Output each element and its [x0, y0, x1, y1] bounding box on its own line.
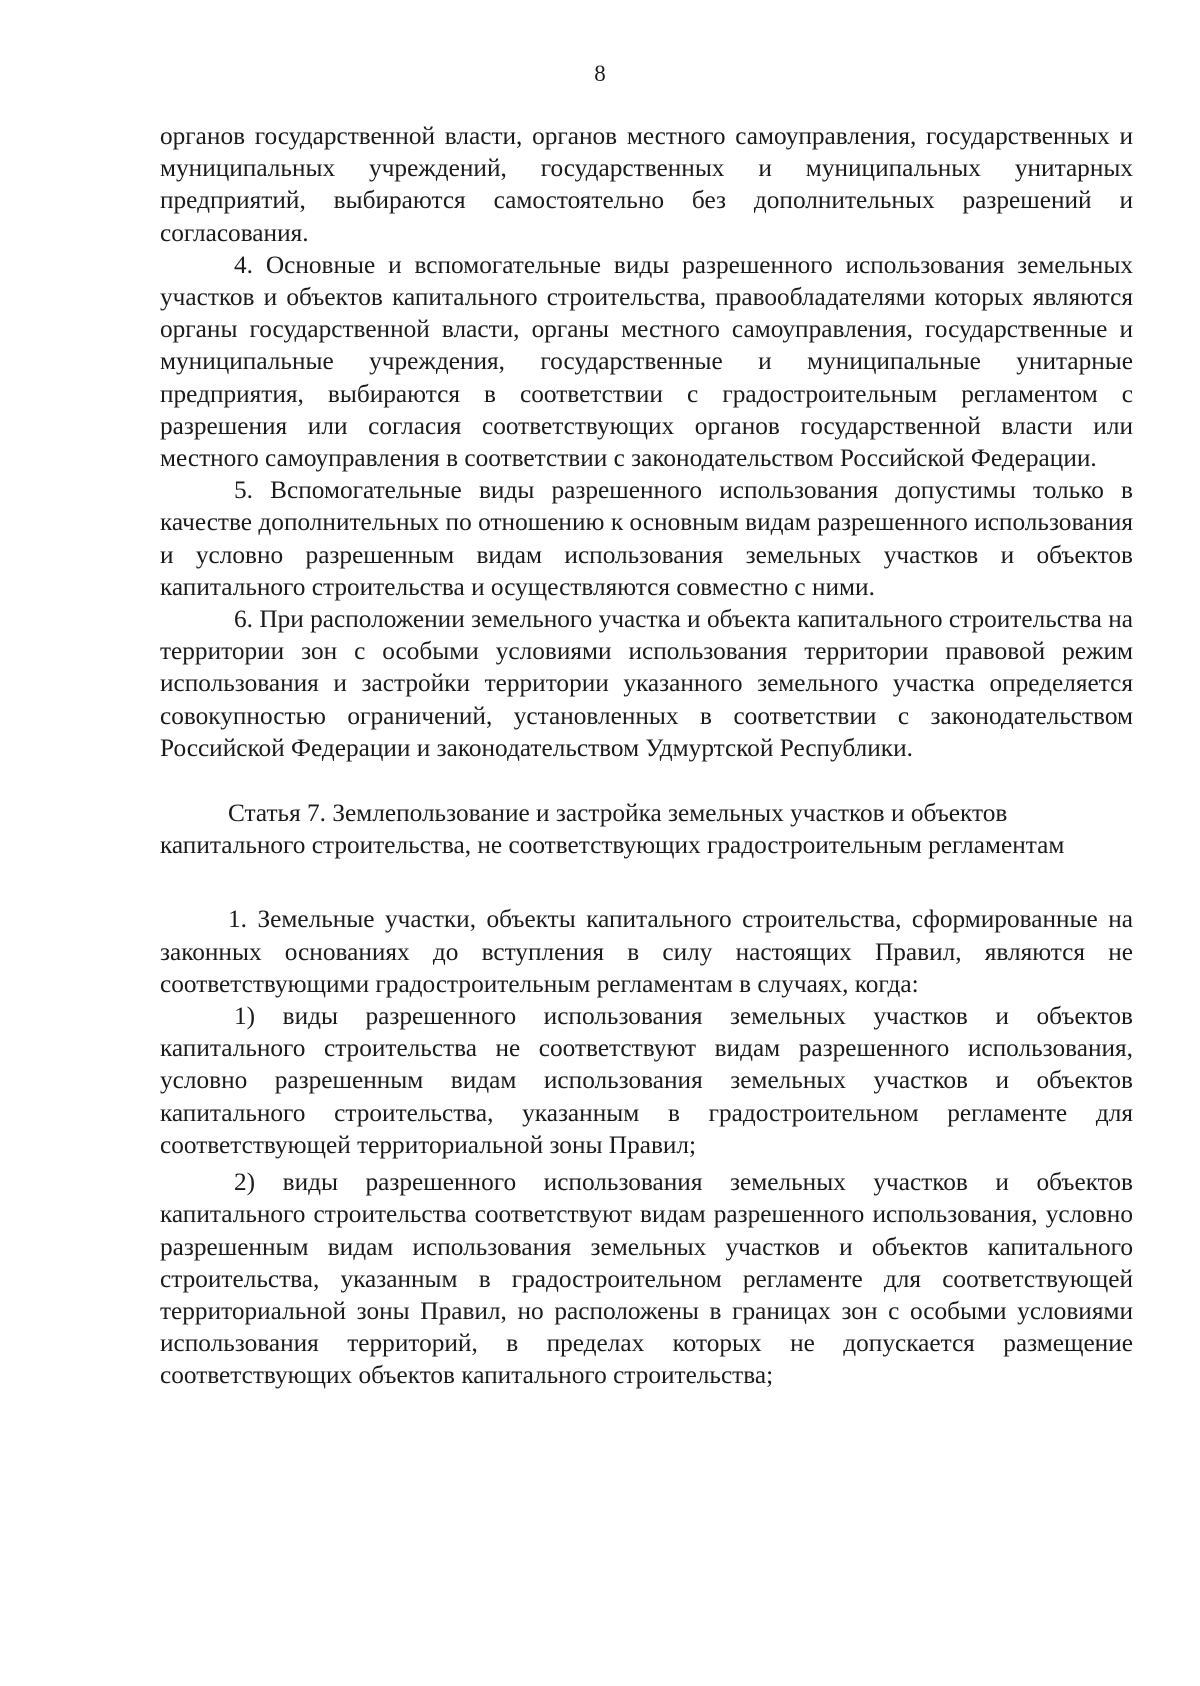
paragraph-6: 6. При расположении земельного участка и объекта капитального строительства на территории зон с особыми условиями использования территории правовой режим использования и застройки территории указанного земельного участка определяется совокупностью ограничений, установленных в соответствии с законодательством Российской Федерации и законодательством Удмуртской Республики. — [160, 605, 1133, 762]
page-number: 8 — [594, 61, 606, 86]
article-7-heading: Статья 7. Землепользование и застройка земельных участков и объектов капитального строительства, не соответствующих градостроительным регламентам — [160, 799, 1065, 860]
document-body — [160, 120, 1133, 1392]
article-7-subitem-1: 1) виды разрешенного использования земельных участков и объектов капитального строительства не соответствуют видам разрешенного использования, условно разрешенным видам использования земельных участков и объектов капитального строительства, указанным в градостроительном регламенте для соответствующей территориальной зоны Правил; — [160, 1002, 1133, 1159]
paragraph-5: 5. Вспомогательные виды разрешенного использования допустимы только в качестве дополнительных по отношению к основным видам разрешенного использования и условно разрешенным видам использования земельных участков и объектов капитального строительства и осуществляются совместно с ними. — [160, 476, 1133, 601]
paragraph-continued: органов государственной власти, органов местного самоуправления, государственных и муниципальных учреждений, государственных и муниципальных унитарных предприятий, выбираются самостоятельно без дополнительных разрешений и согласования. — [160, 122, 1133, 247]
article-7-paragraph-1: 1. Земельные участки, объекты капитального строительства, сформированные на законных основаниях до вступления в силу настоящих Правил, являются не соответствующими градостроительным регламентам в случаях, когда: — [160, 905, 1133, 998]
paragraph-4: 4. Основные и вспомогательные виды разрешенного использования земельных участков и объектов капитального строительства, правообладателями которых являются органы государственной власти, органы местного самоуправления, государственные и муниципальные учреждения, государственные и муниципальные унитарные предприятия, выбираются в соответствии с градостроительным регламентом с разрешения или согласия соответствующих органов государственной власти или местного самоуправления в соответствии с законодательством Российской Федерации. — [160, 250, 1133, 473]
article-7-subitem-2: 2) виды разрешенного использования земельных участков и объектов капитального строительства соответствуют видам разрешенного использования, условно разрешенным видам использования земельных участков и объектов капитального строительства, указанным в градостроительном регламенте для соответствующей территориальной зоны Правил, но расположены в границах зон с особыми условиями использования территорий, в пределах которых не допускается размещение соответствующих объектов капитального строительства; — [160, 1168, 1133, 1390]
